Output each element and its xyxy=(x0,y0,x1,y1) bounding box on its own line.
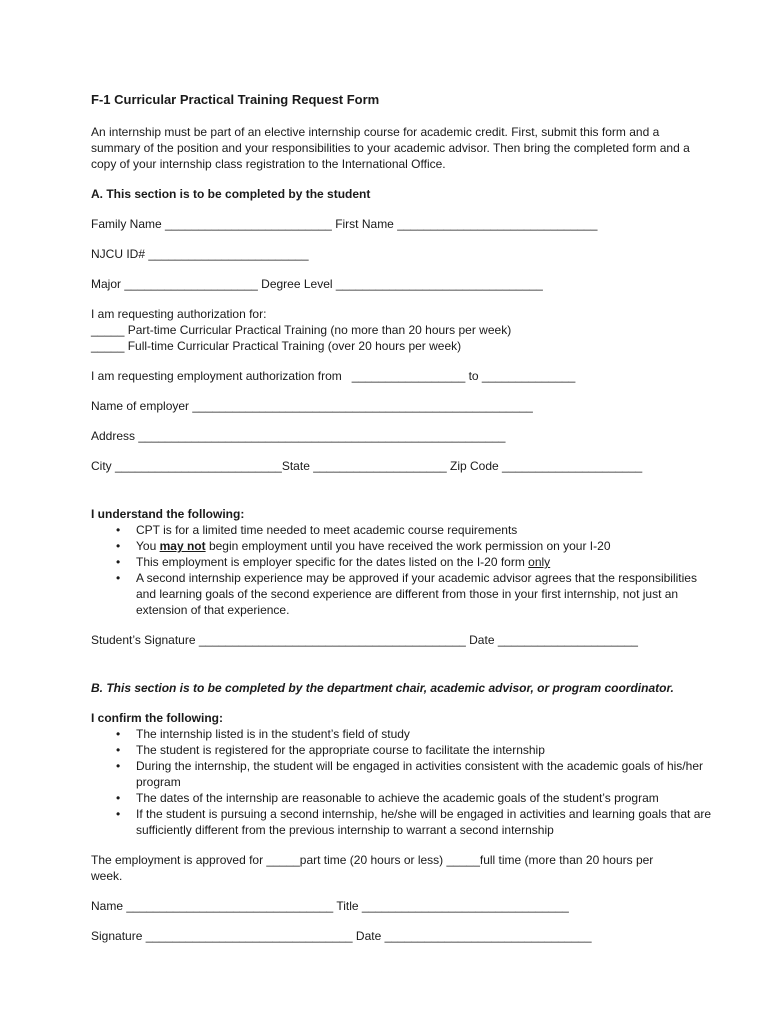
bullet-icon: • xyxy=(116,571,121,585)
list-item-text-pre: This employment is employer specific for the dates listed on the I-20 form xyxy=(136,555,529,569)
employment-approval-field[interactable]: The employment is approved for _____part time (20 hours or less) _____full time (more than 20 hours per week. xyxy=(91,853,654,883)
full-time-option[interactable]: _____ Full-time Curricular Practical Training (over 20 hours per week) xyxy=(91,339,462,353)
bullet-icon: • xyxy=(116,539,121,553)
list-item xyxy=(91,570,716,618)
list-item-text: The student is registered for the appropriate course to facilitate the internship xyxy=(136,743,545,757)
section-b-heading: B. This section is to be completed by the department chair, academic advisor, or program coordinator. xyxy=(91,681,674,695)
bullet-icon: • xyxy=(116,791,121,805)
part-time-option[interactable]: _____ Part-time Curricular Practical Training (no more than 20 hours per week) xyxy=(91,323,512,337)
understand-heading: I understand the following: xyxy=(91,507,245,521)
authorization-request xyxy=(91,306,731,354)
list-item-text: A second internship experience may be approved if your academic advisor agrees that the responsibilities and learning goals of the second experience are different from those in your first internship, not just an extension of that experience. xyxy=(136,571,697,617)
list-item-text: If the student is pursuing a second internship, he/she will be engaged in activities and learning goals that are sufficiently different from the previous internship to warrant a second internship xyxy=(136,807,712,837)
list-item xyxy=(91,726,716,742)
bullet-icon: • xyxy=(116,743,121,757)
njcu-id-field[interactable]: NJCU ID# ________________________ xyxy=(91,247,309,261)
major-degree-field[interactable]: Major ____________________ Degree Level _______________________________ xyxy=(91,277,543,291)
employer-name-field[interactable]: Name of employer ___________________________________________________ xyxy=(91,399,533,413)
list-item xyxy=(91,742,716,758)
authorization-intro: I am requesting authorization for: xyxy=(91,307,267,321)
employment-dates-field[interactable]: I am requesting employment authorization from _________________ to ______________ xyxy=(91,369,576,383)
approver-name-title-field[interactable]: Name _______________________________ Title _______________________________ xyxy=(91,899,569,913)
city-state-zip-field[interactable]: City _________________________State ____________________ Zip Code _____________________ xyxy=(91,459,643,473)
list-item xyxy=(91,758,716,790)
bullet-icon: • xyxy=(116,759,121,773)
form-title: F-1 Curricular Practical Training Request Form xyxy=(91,92,380,107)
list-item-text-post: begin employment until you have received the work permission on your I-20 xyxy=(205,539,611,553)
list-item-text: The internship listed is in the student’s field of study xyxy=(136,727,410,741)
confirm-list xyxy=(91,726,731,838)
list-item-text-pre: You xyxy=(136,539,160,553)
list-item xyxy=(91,538,716,554)
family-first-name-field[interactable]: Family Name _________________________ First Name ______________________________ xyxy=(91,217,598,231)
list-item-text: The dates of the internship are reasonable to achieve the academic goals of the student’s program xyxy=(136,791,659,805)
list-item xyxy=(91,806,716,838)
bullet-icon: • xyxy=(116,523,121,537)
list-item xyxy=(91,554,716,570)
bullet-icon: • xyxy=(116,807,121,821)
list-item-text: During the internship, the student will be engaged in activities consistent with the academic goals of his/her program xyxy=(136,759,703,789)
understand-list xyxy=(91,522,731,618)
list-item xyxy=(91,790,716,806)
list-item-text: CPT is for a limited time needed to meet academic course requirements xyxy=(136,523,518,537)
bullet-icon: • xyxy=(116,727,121,741)
section-a-heading: A. This section is to be completed by the student xyxy=(91,187,371,201)
list-item-emphasis: may not xyxy=(159,539,206,553)
approver-signature-field[interactable]: Signature _______________________________ Date _______________________________ xyxy=(91,929,592,943)
list-item-emphasis: only xyxy=(528,555,551,569)
confirm-heading: I confirm the following: xyxy=(91,711,223,725)
form-page xyxy=(91,92,731,958)
list-item xyxy=(91,522,716,538)
bullet-icon: • xyxy=(116,555,121,569)
address-field[interactable]: Address _______________________________________________________ xyxy=(91,429,506,443)
intro-paragraph: An internship must be part of an elective internship course for academic credit. First, submit this form and a summary of the position and your responsibilities to your academic advisor. Then bring the completed form and a copy of your internship class registration to the International Office. xyxy=(91,125,690,171)
student-signature-field[interactable]: Student’s Signature ________________________________________ Date _____________________ xyxy=(91,633,638,647)
